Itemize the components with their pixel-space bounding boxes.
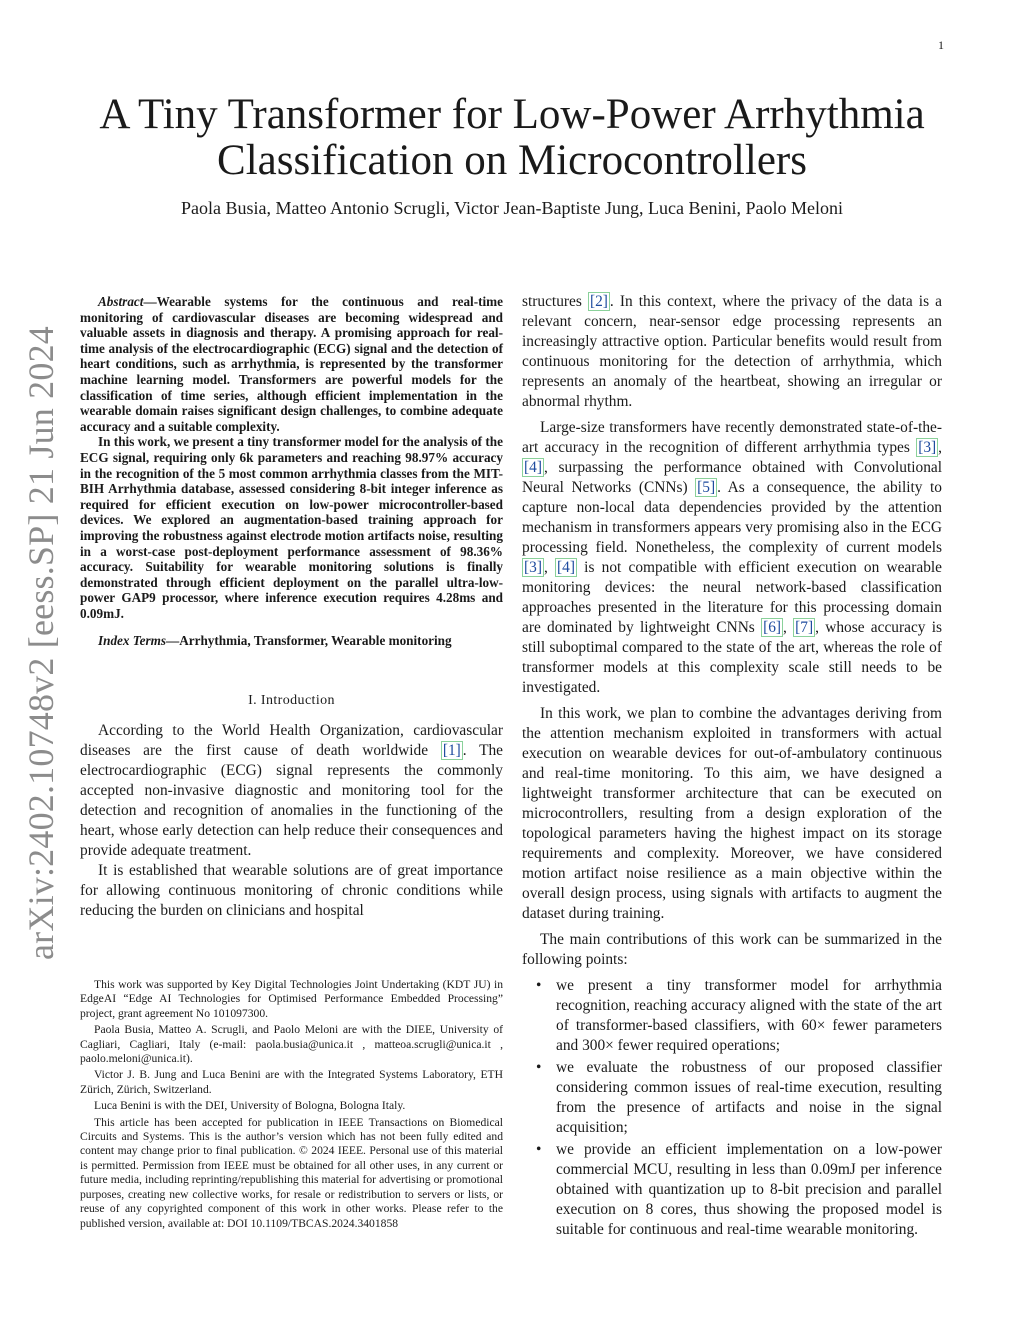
paper-title: A Tiny Transformer for Low-Power Arrhythmia Classification on Microcontrollers (99, 91, 925, 184)
list-item (522, 1058, 942, 1138)
footnote-copyright: This article has been accepted for publication in IEEE Transactions on Biomedical Circuits and Systems. This is the author’s version which has not been fully edited and content may change prior to final publication. © 2024 IEEE. Personal use of this material is permitted. Permission from IEEE must be obtained for all other uses, in any current or future media, including reprinting/republishing this material for advertising or promotional purposes, creating new collective works, for resale or redistribution to servers or lists, or reuse of any copyrighted component of this work in other works. Please refer to the published version, available at: DOI 10.1109/TBCAS.2024.3401858 (80, 1115, 503, 1230)
right-p2-text-h: , whose accuracy is still suboptimal compared to the state of the art, whereas the role of transformer models at this complexity scale still needs to be investigated. (522, 619, 942, 696)
citation-link-3b[interactable]: [3] (524, 559, 542, 576)
right-p2-text-d: . As a consequence, the ability to capture non-local data dependencies provided by the attention mechanism in transformers appears very promising also in the ECG processing field. Nonetheless, the complexity of current models (522, 479, 942, 556)
contribution-2: we evaluate the robustness of our proposed classifier considering common issues of real-time execution, resulting from the presence of artifacts and noise in the signal acquisition; (556, 1059, 942, 1136)
list-item (522, 1140, 942, 1240)
bullet-icon: • (536, 1141, 542, 1158)
abstract-paragraph-1: Abstract—Wearable systems for the continuous and real-time monitoring of cardiovascular diseases are becoming widespread and valuable assets in diagnosis and therapy. A promising approach for real-time analysis of the electrocardiographic (ECG) signal and the detection of heart conditions, such as arrhythmia, is represented by the transformer machine learning model. Transformers are powerful models for the classification of time series, although efficient implementation in the wearable domain raises significant design challenges, to combine adequate accuracy and a suitable complexity. (80, 294, 503, 434)
intro-paragraph-1 (80, 721, 503, 861)
citation-link-4b[interactable]: [4] (557, 559, 575, 576)
right-p2-text-c: , surpassing the performance obtained with Convolutional Neural Networks (CNNs) (522, 459, 942, 496)
footnote-affiliation-cagliari: Paola Busia, Matteo A. Scrugli, and Paolo Meloni are with the DIEE, University of Cagliari, Cagliari, Italy (e-mail: paola.busia@unica.it , matteoa.scrugli@unica.it , paolo.meloni@unica.it). (80, 1023, 503, 1066)
contributions-list (522, 976, 942, 1240)
right-paragraph-1 (522, 292, 942, 412)
introduction-text-right (522, 292, 942, 970)
introduction-text-left (80, 721, 503, 921)
contribution-1: we present a tiny transformer model for arrhythmia recognition, reaching accuracy aligned with the state of the art of transformer-based classifiers, with 60× fewer parameters and 300× fewer required operations; (556, 977, 942, 1054)
right-p1-text-b: . In this context, where the privacy of the data is a relevant concern, near-sensor edge processing represents an increasingly attractive option. Particular benefits would result from continuous monitoring for the detection of arrhythmia, which represents an anomaly of the heartbeat, showing an irregular or abnormal rhythm. (522, 293, 943, 410)
arxiv-identifier-stamp: arXiv:2402.10748v2 [eess.SP] 21 Jun 2024 (21, 326, 61, 960)
citation-link-5[interactable]: [5] (697, 479, 716, 496)
bullet-icon: • (536, 1059, 542, 1076)
citation-link-6[interactable]: [6] (763, 619, 782, 636)
abstract-paragraph-2: In this work, we present a tiny transformer model for the analysis of the ECG signal, requiring only 6k parameters and reaching 98.97% accuracy in the recognition of the 5 most common arrhythmia classes from the MIT-BIH Arrhythmia database, assessed considering 8-bit integer inference as required for efficient execution on low-power microcontroller-based devices. We explored an augmentation-based training approach for improving the robustness against electrode motion artifacts noise, resulting in a worst-case post-deployment performance assessment of 98.36% accuracy. Suitability for wearable monitoring solutions is finally demonstrated through efficient deployment on the parallel ultra-low-power GAP9 processor, where inference execution requires 4.28ms and 0.09mJ. (80, 434, 503, 621)
right-column (522, 292, 942, 1242)
abstract-text-1: Wearable systems for the continuous and real-time monitoring of cardiovascular diseases are becoming widespread and valuable assets in diagnosis and therapy. A promising approach for real-time analysis of the electrocardiographic (ECG) signal and the detection of heart conditions, such as arrhythmia, is represented by the transformer machine learning model. Transformers are powerful models for the classification of time series, although efficient implementation in the wearable domain raises significant design challenges, to combine adequate accuracy and a suitable complexity. (80, 294, 503, 434)
section-heading-introduction: I. Introduction (248, 693, 335, 709)
index-terms: Index Terms—Arrhythmia, Transformer, Wearable monitoring (98, 633, 452, 649)
index-terms-label: Index Terms (98, 633, 167, 649)
footnote-affiliation-bologna: Luca Benini is with the DEI, University of Bologna, Bologna Italy. (94, 1099, 406, 1113)
intro-p1-text-b: . The electrocardiographic (ECG) signal represents the commonly accepted non-invasive diagnostic and monitoring tool for the detection and recognition of anomalies in the functioning of the heart, whose early detection can help reduce their consequences and provide adequate treatment. (80, 742, 503, 860)
citation-link-7[interactable]: [7] (795, 619, 814, 636)
contribution-3: we provide an efficient implementation on a low-power commercial MCU, resulting in less than 0.09mJ per inference obtained with quantization up to 8-bit precision and parallel execution on 8 cores, thus showing the proposed model is suitable for continuous and real-time wearable monitoring. (556, 1141, 942, 1238)
citation-link-2[interactable]: [2] (589, 293, 608, 310)
citation-link-3[interactable]: [3] (918, 439, 937, 456)
right-p2-text-f: is not compatible with efficient execution on wearable monitoring devices: the neural network-based classification approaches presented in the literature for this processing domain are dominated by lightweight CNNs (522, 559, 942, 636)
right-p2-text-e: , (543, 559, 556, 576)
right-paragraph-2 (522, 418, 942, 698)
citation-link-4[interactable]: [4] (524, 459, 542, 476)
index-terms-text: Arrhythmia, Transformer, Wearable monitoring (179, 633, 452, 649)
abstract-label: Abstract (98, 294, 144, 309)
list-item (522, 976, 942, 1056)
bullet-icon: • (536, 977, 542, 994)
intro-paragraph-2: It is established that wearable solutions are of great importance for allowing continuous monitoring of chronic conditions while reducing the burden on clinicians and hospital (80, 862, 503, 920)
page-number: 1 (938, 38, 944, 52)
footnote-funding: This work was supported by Key Digital Technologies Joint Undertaking (KDT JU) in EdgeAI “Edge AI Technologies for Optimised Performance Embedded Processing” project, grant agreement No 101097300. (80, 978, 503, 1020)
right-p1-text-a: structures (522, 293, 588, 310)
right-paragraph-4: The main contributions of this work can be summarized in the following points: (522, 931, 942, 968)
footnotes (80, 978, 503, 1233)
left-column (80, 294, 503, 921)
intro-p1-text-a: According to the World Health Organization, cardiovascular diseases are the first cause of death worldwide (80, 722, 503, 760)
author-list: Paola Busia, Matteo Antonio Scrugli, Victor Jean-Baptiste Jung, Luca Benini, Paolo Meloni (180, 198, 843, 218)
right-paragraph-3: In this work, we plan to combine the advantages deriving from the attention mechanism exploited in transformers with actual execution on wearable devices for out-of-ambulatory continuous and real-time monitoring. To this aim, we have designed a lightweight transformer architecture that can be executed on microcontrollers, resulting from a design exploration of the topological parameters having the highest impact on its storage requirements and complexity. Moreover, we have considered motion artifact noise resilience as a main objective within the overall design process, using signals with artifacts to augment the dataset during training. (522, 705, 942, 922)
right-p2-text-b: , (938, 439, 942, 456)
citation-link-1[interactable]: [1] (442, 742, 461, 760)
right-p2-text-a: Large-size transformers have recently demonstrated state-of-the-art accuracy in the recognition of different arrhythmia types (522, 419, 942, 456)
abstract (80, 294, 503, 621)
right-p2-text-g: , (783, 619, 794, 636)
footnote-affiliation-eth: Victor J. B. Jung and Luca Benini are with the Integrated Systems Laboratory, ETH Zürich, Zürich, Switzerland. (80, 1068, 503, 1096)
